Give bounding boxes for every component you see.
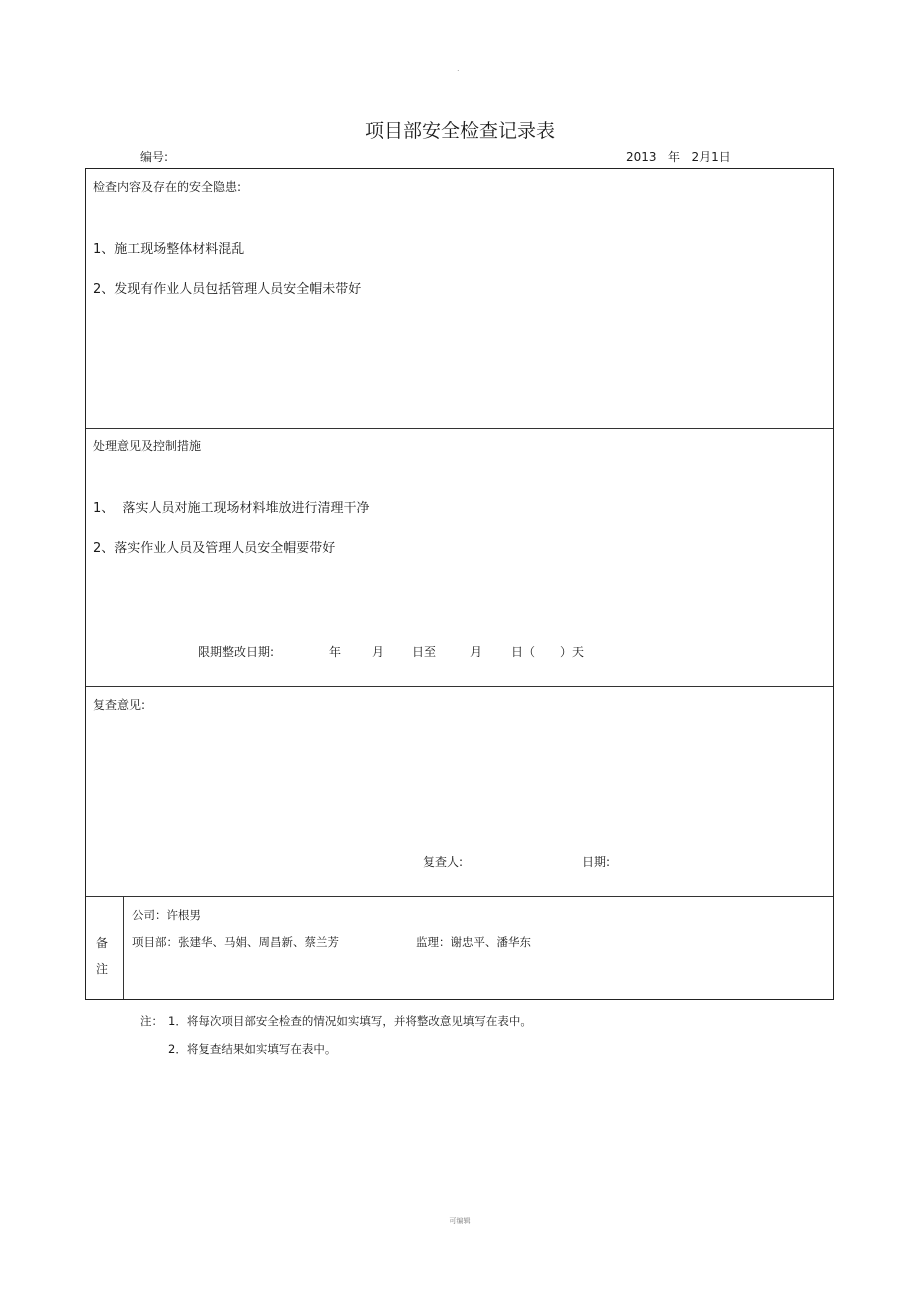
date-year: 2013	[626, 150, 657, 164]
inspection-item-2: 2、发现有作业人员包括管理人员安全帽未带好	[93, 282, 362, 297]
handling-item-1: 1、 落实人员对施工现场材料堆放进行清理干净	[93, 501, 370, 516]
remarks-side-divider	[123, 896, 124, 999]
review-label: 复查意见:	[93, 698, 146, 712]
deadline-days: ）天	[560, 645, 585, 659]
deadline-day-open: 日（	[511, 645, 536, 659]
remarks-side-label-2: 注	[96, 962, 109, 976]
record-table	[85, 168, 834, 1000]
top-dot-mark: .	[457, 64, 460, 73]
deadline-day-to: 日至	[412, 645, 437, 659]
note-line-1: 1．将每次项目部安全检查的情况如实填写，并将整改意见填写在表中。	[168, 1014, 532, 1028]
deadline-year: 年	[329, 645, 342, 659]
handling-label: 处理意见及控制措施	[93, 439, 202, 453]
divider-inspection-handling	[86, 428, 833, 429]
deadline-month-2: 月	[470, 645, 483, 659]
divider-review-remarks	[86, 896, 833, 897]
deadline-label: 限期整改日期:	[198, 645, 275, 659]
date-year-unit: 年	[668, 150, 681, 164]
date-month-day: 2月1日	[691, 150, 731, 164]
inspection-item-1: 1、施工现场整体材料混乱	[93, 242, 245, 257]
remarks-supervision: 监理：谢忠平、潘华东	[416, 935, 531, 949]
page-footer: 可编辑	[449, 1217, 471, 1225]
page-title: 项目部安全检查记录表	[364, 120, 555, 142]
handling-item-2: 2、落实作业人员及管理人员安全帽要带好	[93, 541, 336, 556]
reviewer-label: 复查人:	[423, 855, 464, 869]
divider-handling-review	[86, 686, 833, 687]
remarks-side-label-1: 备	[96, 936, 109, 950]
number-label: 编号:	[140, 150, 169, 164]
inspection-label: 检查内容及存在的安全隐患:	[93, 180, 242, 194]
record-date	[626, 148, 731, 165]
deadline-month: 月	[372, 645, 385, 659]
note-line-2: 2．将复查结果如实填写在表中。	[168, 1042, 337, 1056]
remarks-company: 公司：许根男	[132, 908, 201, 922]
remarks-project-dept: 项目部：张建华、马娟、周昌新、蔡兰芳	[132, 935, 339, 949]
notes-prefix: 注：	[140, 1014, 163, 1028]
review-date-label: 日期:	[582, 855, 611, 869]
